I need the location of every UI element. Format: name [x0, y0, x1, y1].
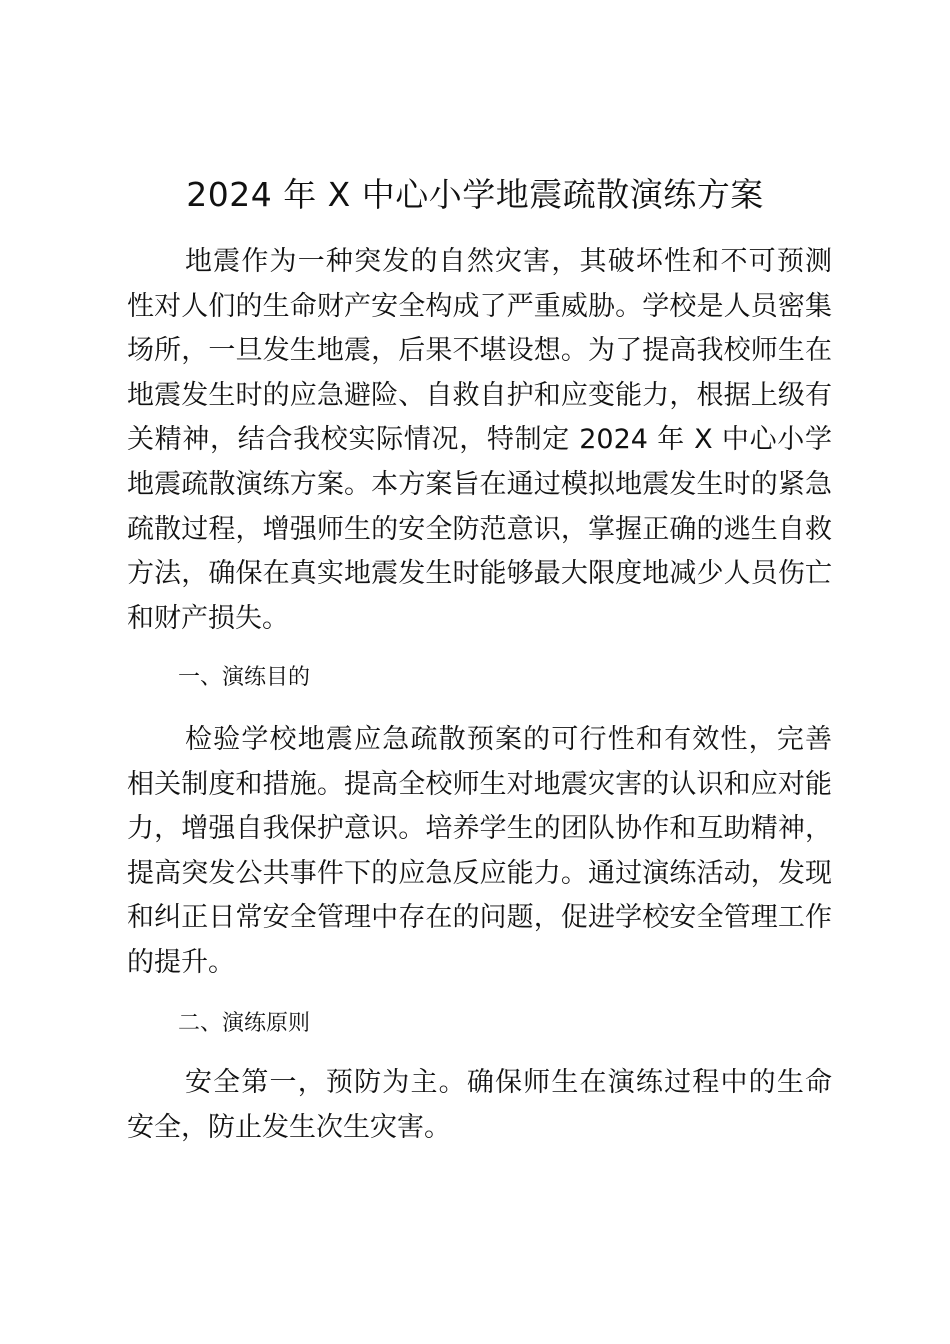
section-paragraph-purpose: 检验学校地震应急疏散预案的可行性和有效性，完善相关制度和措施。提高全校师生对地震灾害的认识和应对能力，增强自我保护意识。培养学生的团队协作和互助精神，提高突发公共事件下的应急反应能力。通过演练活动，发现和纠正日常安全管理中存在的问题，促进学校安全管理工作的提升。: [127, 724, 832, 978]
document-title: 2024 年 X 中心小学地震疏散演练方案: [186, 175, 764, 214]
section-heading-purpose: 一、演练目的: [178, 665, 311, 690]
section-heading-principles: 二、演练原则: [178, 1011, 311, 1036]
intro-paragraph: 地震作为一种突发的自然灾害，其破坏性和不可预测性对人们的生命财产安全构成了严重威胁。学校是人员密集场所，一旦发生地震，后果不堪设想。为了提高我校师生在地震发生时的应急避险、自救自护和应变能力，根据上级有关精神，结合我校实际情况，特制定 2024 年 X 中心小学地震疏散演练方案。本方案旨在通过模拟地震发生时的紧急疏散过程，增强师生的安全防范意识，掌握正确的逃生自救方法，确保在真实地震发生时能够最大限度地减少人员伤亡和财产损失。: [127, 246, 832, 634]
section-paragraph-principles: 安全第一，预防为主。确保师生在演练过程中的生命安全，防止发生次生灾害。: [127, 1067, 832, 1143]
